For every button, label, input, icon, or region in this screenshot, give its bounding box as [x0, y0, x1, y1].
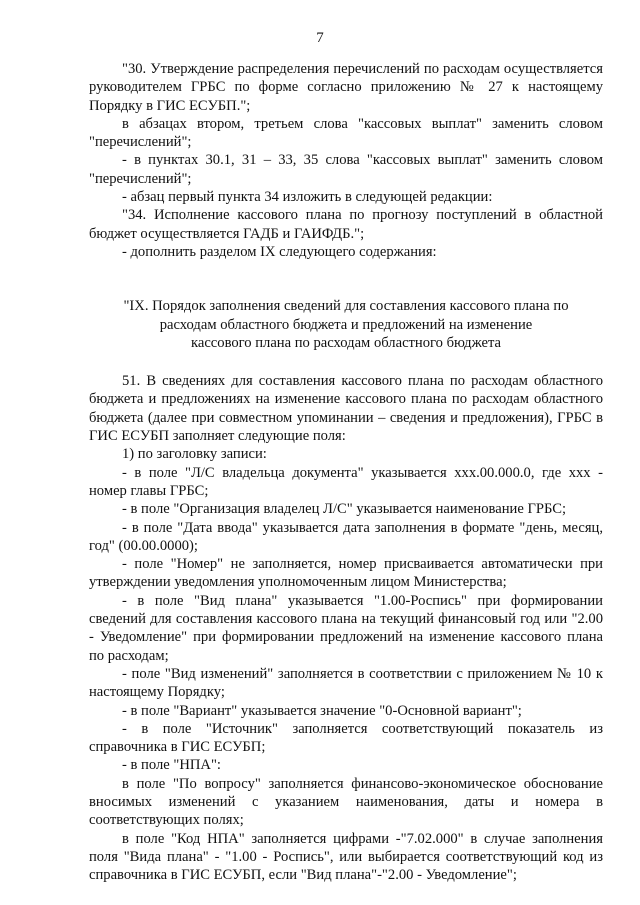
section-heading-line: расходам областного бюджета и предложений на изменение [159, 316, 533, 333]
paragraph-field-source: - в поле "Источник" заполняется соответствующий показатель из справочника в ГИС ЕСУБП; [89, 720, 603, 756]
paragraph-amend-paragraphs: в абзацах втором, третьем слова "кассовых выплат" заменить словом "перечислений"; [89, 115, 603, 151]
section-heading-line: "IX. Порядок заполнения сведений для составления кассового плана по [123, 298, 569, 315]
paragraph-amend-points: - в пунктах 30.1, 31 – 33, 35 слова "кассовых выплат" заменить словом "перечислений"; [89, 152, 603, 187]
paragraph-field-plan-type: - в поле "Вид плана" указывается "1.00-Роспись" при формировании сведений для составления кассового плана на текущий финансовый год или "2.00 - Уведомление" при формировании предложений на изменение кассового плана по расходам; [89, 592, 603, 664]
paragraph-record-header: 1) по заголовку записи: [122, 446, 267, 463]
paragraph-item-30: "30. Утверждение распределения перечислений по расходам осуществляется руководителем ГРБС по форме согласно приложению № 27 к настоящему Порядку в ГИС ЕСУБП."; [89, 61, 603, 114]
page-number: 7 [316, 30, 324, 46]
paragraph-field-org-owner: - в поле "Организация владелец Л/С" указывается наименование ГРБС; [122, 501, 567, 518]
paragraph-field-number: - поле "Номер" не заполняется, номер присваивается автоматически при утверждении уведомления уполномоченным лицом Министерства; [89, 556, 603, 591]
document-body [89, 60, 603, 884]
paragraph-amend-point-34: - абзац первый пункта 34 изложить в следующей редакции: [122, 189, 493, 206]
paragraph-field-on-question: в поле "По вопросу" заполняется финансово-экономическое обоснование вносимых изменений с указанием наименования, даты и номера в соответствующих полях; [89, 775, 603, 829]
paragraph-item-51: 51. В сведениях для составления кассового плана по расходам областного бюджета и предложениях на изменение кассового плана по расходам областного бюджета (далее при совместном упоминании – сведения и предложения), ГРБС в ГИС ЕСУБП заполняет следующие поля: [89, 373, 603, 445]
paragraph-field-ls-owner: - в поле "Л/С владельца документа" указывается xxx.00.000.0, где xxx - номер главы ГРБС; [89, 464, 603, 499]
section-heading [89, 297, 603, 352]
paragraph-field-input-date: - в поле "Дата ввода" указывается дата заполнения в формате "день, месяц, год" (00.00.0000); [89, 519, 603, 554]
paragraph-field-npa-code: в поле "Код НПА" заполняется цифрами -"7.02.000" в случае заполнения поля "Вида плана" - "1.00 - Роспись", или выбирается соответствующий код из справочника в ГИС ЕСУБП, если "Вид плана"-"2.00 - Уведомление"; [89, 830, 603, 884]
paragraph-add-section: - дополнить разделом IX следующего содержания: [122, 243, 437, 260]
paragraph-item-34: "34. Исполнение кассового плана по прогнозу поступлений в областной бюджет осуществляется ГАДБ и ГАИФДБ."; [89, 207, 603, 242]
paragraph-field-npa: - в поле "НПА": [122, 757, 221, 774]
section-heading-line: кассового плана по расходам областного бюджета [190, 334, 502, 351]
paragraph-field-change-type: - поле "Вид изменений" заполняется в соответствии с приложением № 10 к настоящему Порядку; [89, 665, 603, 701]
paragraph-field-variant: - в поле "Вариант" указывается значение "0-Основной вариант"; [122, 702, 522, 719]
